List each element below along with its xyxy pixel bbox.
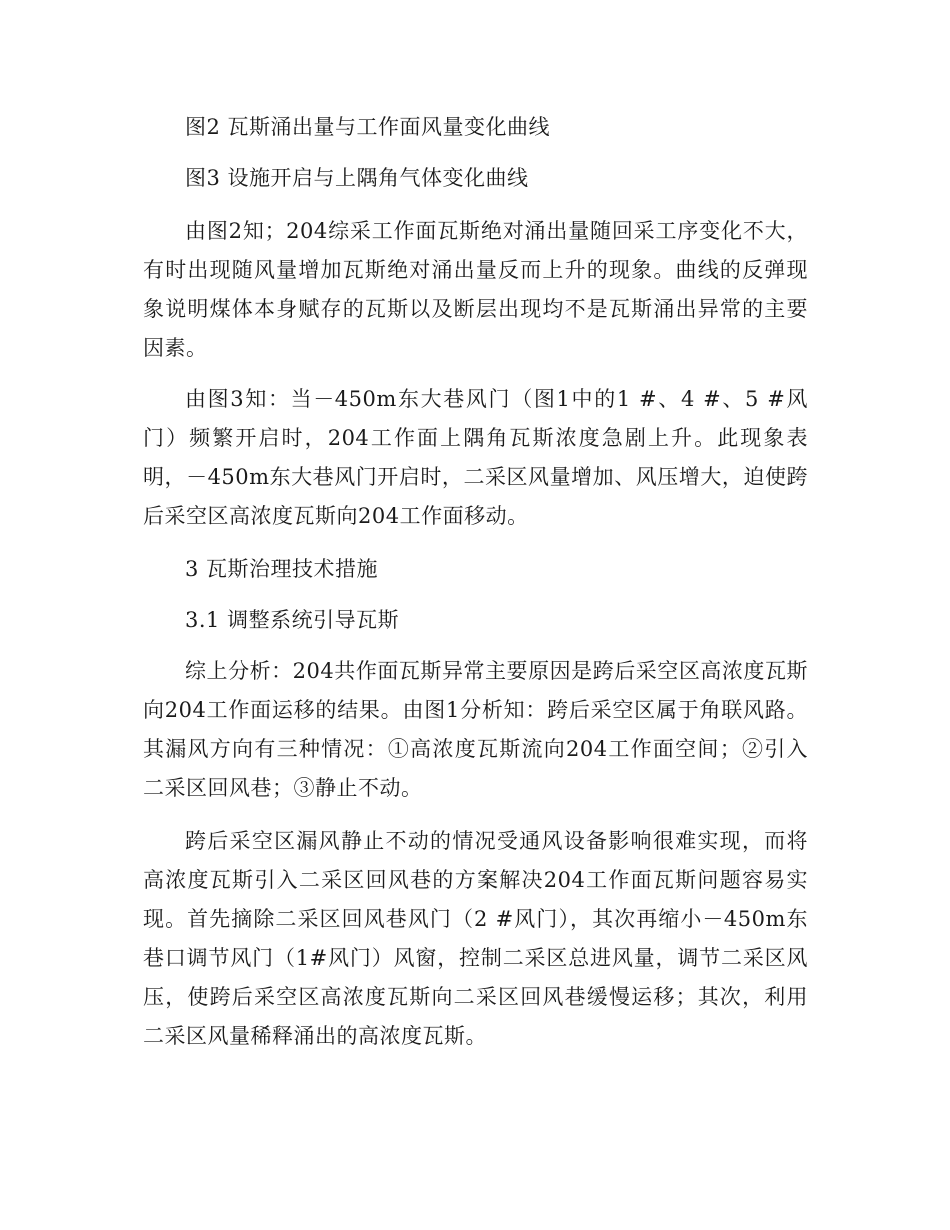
paragraph-fig3-analysis: 由图3知：当－450m东大巷风门（图1中的1 #、4 #、5 #风门）频繁开启时，204工作面上隅角瓦斯浓度急剧上升。此现象表明，－450m东大巷风门开启时，二采区风量增加、风压增大，迫使跨后采空区高浓度瓦斯向204工作面移动。 — [143, 387, 808, 528]
document-page — [143, 108, 808, 1068]
figure-3-caption: 图3 设施开启与上隅角气体变化曲线 — [185, 166, 529, 190]
paragraph-fig2-analysis: 由图2知；204综采工作面瓦斯绝对涌出量随回采工序变化不大，有时出现随风量增加瓦斯绝对涌出量反而上升的现象。曲线的反弹现象说明煤体本身赋存的瓦斯以及断层出现均不是瓦斯涌出异常的主要因素。 — [143, 219, 808, 360]
paragraph-analysis-summary: 综上分析：204共作面瓦斯异常主要原因是跨后采空区高浓度瓦斯向204工作面运移的结果。由图1分析知：跨后采空区属于角联风路。其漏风方向有三种情况：①高浓度瓦斯流向204工作面空间；②引入二采区回风巷；③静止不动。 — [143, 659, 808, 800]
paragraph-solution: 跨后采空区漏风静止不动的情况受通风设备影响很难实现，而将高浓度瓦斯引入二采区回风巷的方案解决204工作面瓦斯问题容易实现。首先摘除二采区回风巷风门（2 #风门），其次再缩小－450m东巷口调节风门（1#风门）风窗，控制二采区总进风量，调节二采区风压，使跨后采空区高浓度瓦斯向二采区回风巷缓慢运移；其次，利用二采区风量稀释涌出的高浓度瓦斯。 — [143, 829, 809, 1048]
section-3-heading: 3 瓦斯治理技术措施 — [185, 557, 379, 581]
section-3-1-heading: 3.1 调整系统引导瓦斯 — [185, 608, 400, 632]
figure-2-caption: 图2 瓦斯涌出量与工作面风量变化曲线 — [185, 115, 551, 139]
